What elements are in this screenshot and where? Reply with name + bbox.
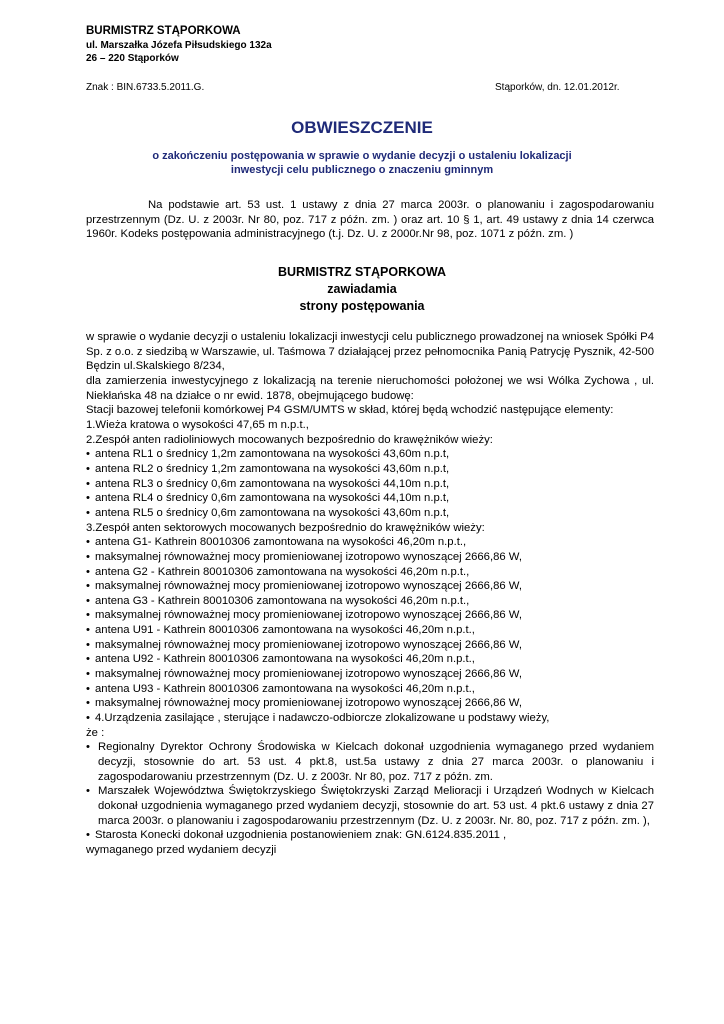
bullet-icon: • [86,741,90,754]
bullet-icon: • [86,638,90,651]
list-item: • maksymalnej równoważnej mocy promieniowanej izotropowo wynoszącej 2666,86 W, [86,638,522,651]
list-item-agreement: • Regionalny Dyrektor Ochrony Środowiska w Kielcach dokonał uzgodnienia wymaganego przed wydaniem decyzji, stosownie do art. 53 ust. 4 pkt.8, ust.5a ustawy z dnia 27 marca 2003r. o planowaniu i zagospodarowaniu przestrzennym (Dz. U. z 2003r. Nr 80, poz. 717 z późn. zm. [86,741,654,783]
document-subtitle-line2: inwestycji celu publicznego o znaczeniu gminnym [230,164,494,176]
list-item-tower: 1.Wieża kratowa o wysokości 47,65 m n.p.t., [86,418,309,431]
center-heading-parties: strony postępowania [299,299,425,313]
bullet-icon: • [86,477,90,490]
bullet-icon: • [86,565,90,578]
bullet-icon: • [86,668,90,681]
bullet-icon: • [86,550,90,563]
document-title: OBWIESZCZENIE [291,118,433,137]
bullet-icon: • [86,624,90,637]
document-date: Stąporków, dn. 12.01.2012r. [495,82,620,93]
list-item: • antena RL5 o średnicy 0,6m zamontowana na wysokości 43,60m n.p.t, [86,506,450,519]
reference-number: Znak : BIN.6733.5.2011.G. [86,82,205,93]
bullet-icon: • [86,609,90,622]
list-item: • maksymalnej równoważnej mocy promieniowanej izotropowo wynoszącej 2666,86 W, [86,580,522,593]
body-paragraph-application: w sprawie o wydanie decyzji o ustaleniu lokalizacji inwestycji celu publicznego prowadzonej na wniosek Spółki P4 Sp. z o.o. z siedzibą w Warszawie, ul. Taśmowa 7 działającej przez pełnomocnika Panią Patrycję Pysznik, 42-500 Będzin ul.Skalskiego 8/234, [86,331,654,373]
list-item: • antena U92 - Kathrein 80010306 zamontowana na wysokości 46,20m n.p.t., [86,653,475,666]
list-item-agreement: • Marszałek Województwa Świętokrzyskiego Świętokrzyski Zarząd Melioracji i Urządzeń Wodnych w Kielcach dokonał uzgodnienia wymaganego przed wydaniem decyzji, stosownie do art. 53 ust. 4 pkt.6 ustawy z dnia 27 marca 2003r. o planowaniu i zagospodarowaniu przestrzennym (Dz. U. z 2003r. Nr. 80, poz. 717 z późn. zm. ), [86,785,654,827]
list-item: • maksymalnej równoważnej mocy promieniowanej izotropowo wynoszącej 2666,86 W, [86,668,522,681]
list-item: • maksymalnej równoważnej mocy promieniowanej izotropowo wynoszącej 2666,86 W, [86,550,522,563]
bullet-icon: • [86,492,90,505]
bullet-icon: • [86,462,90,475]
list-item-radiolink: 2.Zespół anten radioliniowych mocowanych bezpośrednio do krawężników wieży: [86,433,493,446]
body-closing: wymaganego przed wydaniem decyzji [86,843,277,856]
body-ze: że : [86,726,105,739]
bullet-icon: • [86,785,90,798]
bullet-icon: • [86,594,90,607]
list-item-agreement: • Starosta Konecki dokonał uzgodnienia postanowieniem znak: GN.6124.835.2011 , [86,829,507,842]
document-subtitle-line1: o zakończeniu postępowania w sprawie o wydanie decyzji o ustaleniu lokalizacji [152,150,572,162]
bullet-icon: • [86,506,90,519]
issuer-postal: 26 – 220 Stąporków [86,53,179,64]
list-item: • antena U93 - Kathrein 80010306 zamontowana na wysokości 46,20m n.p.t., [86,682,475,695]
list-item: • antena RL1 o średnicy 1,2m zamontowana na wysokości 43,60m n.p.t, [86,448,450,461]
list-item: • antena G2 - Kathrein 80010306 zamontowana na wysokości 46,20m n.p.t., [86,565,470,578]
list-item: • maksymalnej równoważnej mocy promieniowanej izotropowo wynoszącej 2666,86 W, [86,697,522,710]
list-item: • antena G3 - Kathrein 80010306 zamontowana na wysokości 46,20m n.p.t., [86,594,470,607]
issuer-name: BURMISTRZ STĄPORKOWA [86,25,241,37]
bullet-icon: • [86,712,90,725]
list-item-sector-antennas: 3.Zespół anten sektorowych mocowanych bezpośrednio do krawężników wieży: [86,521,485,534]
bullet-icon: • [86,653,90,666]
list-item: • antena G1- Kathrein 80010306 zamontowana na wysokości 46,20m n.p.t., [86,536,467,549]
bullet-icon: • [86,536,90,549]
legal-basis-paragraph: Na podstawie art. 53 ust. 1 ustawy z dnia 27 marca 2003r. o planowaniu i zagospodarowaniu przestrzennym (Dz. U. z 2003r. Nr 80, poz. 717 z późn. zm. ) oraz art. 10 § 1, art. 49 ustawy z dnia 14 czerwca 1960r. Kodeks postępowania administracyjnego (t.j. Dz. U. z 2000r.Nr 98, poz. 1071 z późn. zm. ) [86,199,654,241]
list-item: • 4.Urządzenia zasilające , sterujące i nadawczo-odbiorcze zlokalizowane u podstawy wieży, [86,712,550,725]
list-item: • antena RL3 o średnicy 0,6m zamontowana na wysokości 44,10m n.p.t, [86,477,450,490]
center-heading-issuer: BURMISTRZ STĄPORKOWA [277,265,447,279]
list-item: • antena U91 - Kathrein 80010306 zamontowana na wysokości 46,20m n.p.t., [86,624,475,637]
bullet-icon: • [86,697,90,710]
center-heading-notifies: zawiadamia [327,282,397,296]
list-item: • maksymalnej równoważnej mocy promieniowanej izotropowo wynoszącej 2666,86 W, [86,609,522,622]
issuer-address: ul. Marszałka Józefa Piłsudskiego 132a [86,40,272,51]
bullet-icon: • [86,682,90,695]
body-paragraph-location: dla zamierzenia inwestycyjnego z lokalizacją na terenie nieruchomości położonej we wsi Wólka Zychowa , ul. Niekłańska 48 na działce o nr ewid. 1878, obejmującego budowę: [86,374,654,402]
bullet-icon: • [86,448,90,461]
bullet-icon: • [86,580,90,593]
list-item: • antena RL4 o średnicy 0,6m zamontowana na wysokości 44,10m n.p.t, [86,492,450,505]
notice-body [86,330,654,858]
bullet-icon: • [86,829,90,842]
body-paragraph-station: Stacji bazowej telefonii komórkowej P4 GSM/UMTS w skład, której będą wchodzić następujące elementy: [86,404,614,417]
list-item: • antena RL2 o średnicy 1,2m zamontowana na wysokości 43,60m n.p.t, [86,462,450,475]
